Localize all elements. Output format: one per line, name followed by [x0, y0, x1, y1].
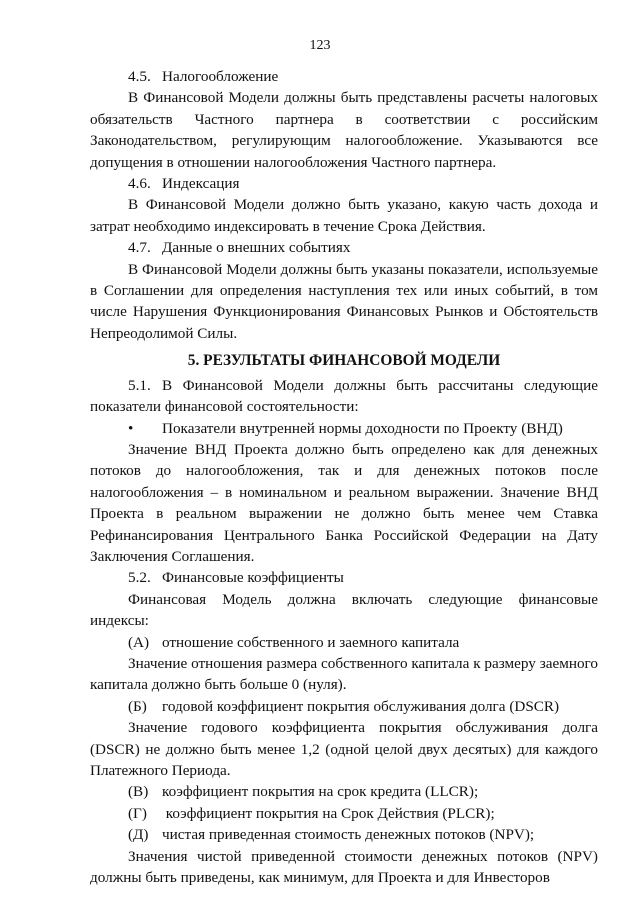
section-number: 4.7. — [128, 239, 151, 257]
item-d — [90, 824, 598, 845]
bullet-text: Показатели внутренней нормы доходности по Проекту (ВНД) — [162, 419, 563, 437]
section-number: 4.5. — [128, 68, 151, 85]
paragraph-npv: Значения чистой приведенной стоимости денежных потоков (NPV) должны быть приведены, как минимум, для Проекта и для Инвесторов — [90, 847, 598, 887]
item-marker: (Г) — [128, 804, 147, 822]
paragraph-financial-indices: Финансовая Модель должна включать следующие финансовые индексы: — [90, 590, 598, 630]
paragraph-equity-ratio: Значение отношения размера собственного капитала к размеру заемного капитала должно быть больше 0 (нуля). — [90, 654, 598, 694]
bullet-item-irr — [90, 418, 598, 439]
item-text: чистая приведенная стоимость денежных потоков (NPV); — [162, 826, 535, 844]
section-title: Данные о внешних событиях — [162, 239, 351, 257]
item-text: годовой коэффициент покрытия обслуживания долга (DSCR) — [162, 697, 560, 715]
section-5-2-title — [90, 567, 598, 588]
section-4-6-title — [90, 173, 598, 194]
item-a — [90, 632, 598, 653]
item-marker: (Б) — [128, 697, 147, 715]
paragraph-irr-value: Значение ВНД Проекта должно быть определено как для денежных потоков до налогообложения, так и для денежных потоков после налогообложения – в номинальном и реальном выражении. Значение ВНД Проекта в реальном выражении не должно быть менее чем Ставка Рефинансирования Центрального Банка Российской Федерации на Дату Заключения Соглашения. — [90, 440, 598, 565]
bullet-marker: • — [128, 419, 134, 437]
section-text: В Финансовой Модели должны быть рассчитаны следующие показатели финансовой состоятельности: — [90, 376, 598, 416]
section-number: 5.1. — [128, 376, 151, 394]
section-title: Индексация — [162, 175, 240, 193]
chapter-heading: 5. РЕЗУЛЬТАТЫ ФИНАНСОВОЙ МОДЕЛИ — [187, 352, 501, 370]
page-number: 123 — [309, 38, 331, 53]
section-4-5-title — [90, 66, 598, 87]
item-g — [90, 803, 598, 824]
paragraph-taxation: В Финансовой Модели должны быть представлены расчеты налоговых обязательств Частного партнера в соответствии с российским Законодательством, регулирующим налогообложение. Указываются все допущения в отношении налогообложения Частного партнера. — [90, 89, 598, 171]
item-marker: (А) — [128, 633, 150, 651]
section-title: Финансовые коэффициенты — [162, 569, 344, 587]
section-5-1-paragraph — [90, 375, 598, 418]
item-v — [90, 781, 598, 802]
item-text: коэффициент покрытия на Срок Действия (PLCR); — [162, 804, 495, 822]
paragraph-dscr: Значение годового коэффициента покрытия обслуживания долга (DSCR) не должно быть менее 1,2 (одной целой двух десятых) для каждого Платежного Периода. — [90, 719, 598, 779]
item-b — [90, 696, 598, 717]
section-4-7-title — [90, 237, 598, 258]
paragraph-external-events: В Финансовой Модели должны быть указаны показатели, используемые в Соглашении для определения наступления тех или иных событий, в том числе Нарушения Функционирования Финансовых Рынков и Обстоятельств Непреодолимой Силы. — [90, 260, 598, 342]
item-marker: (В) — [128, 783, 149, 801]
document-body — [90, 66, 598, 888]
item-marker: (Д) — [128, 826, 149, 844]
paragraph-indexation: В Финансовой Модели должно быть указано, какую часть дохода и затрат необходимо индексировать в течение Срока Действия. — [90, 196, 598, 235]
item-text: отношение собственного и заемного капитала — [162, 633, 460, 651]
section-number: 4.6. — [128, 175, 151, 193]
section-number: 5.2. — [128, 569, 151, 587]
section-title: Налогообложение — [162, 68, 279, 85]
item-text: коэффициент покрытия на срок кредита (LLCR); — [162, 783, 479, 801]
